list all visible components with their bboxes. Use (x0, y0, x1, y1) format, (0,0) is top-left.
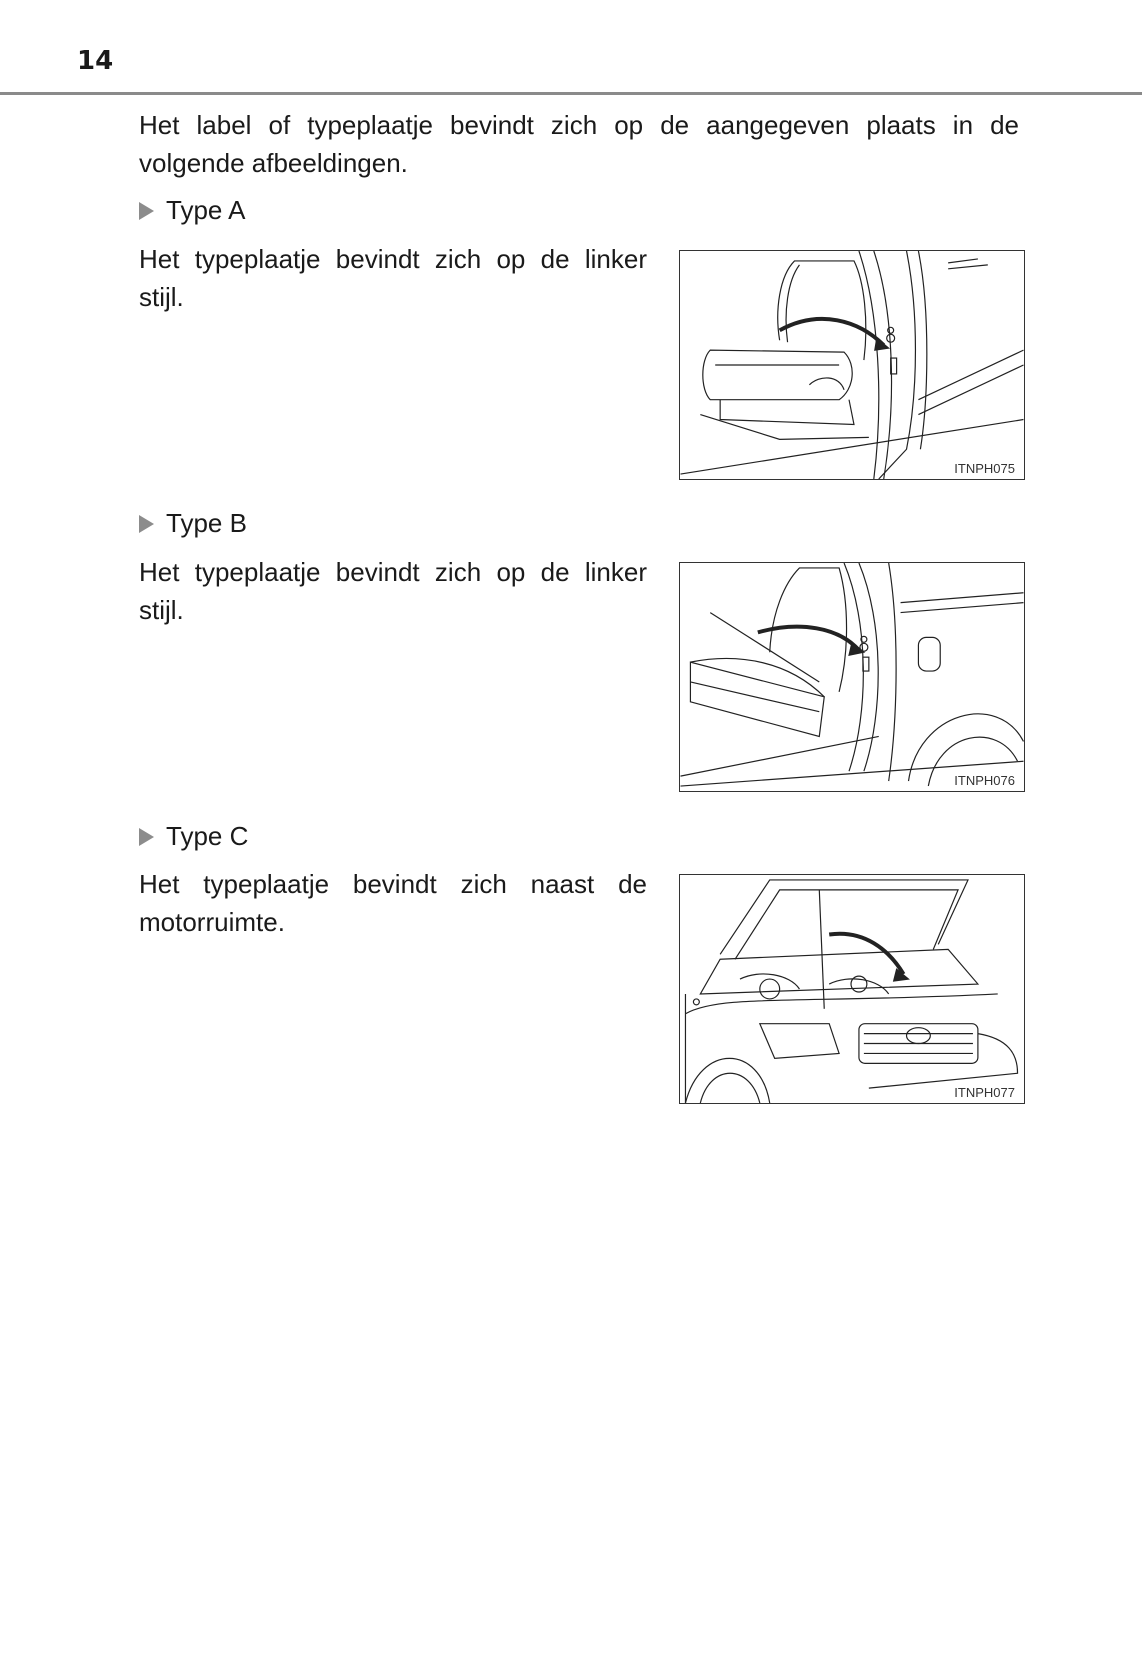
type-a-heading (139, 193, 246, 227)
figure-type-a (679, 250, 1025, 480)
intro-paragraph: Het label of typeplaatje bevindt zich op de aangegeven plaats in de volgende afbeeldingen. (139, 110, 1019, 178)
type-a-description: Het typeplaatje bevindt zich op de linker stijl. (139, 244, 647, 312)
type-c-heading (139, 819, 248, 853)
type-b-heading (139, 506, 247, 540)
triangle-bullet-icon (139, 828, 154, 846)
figure-label: ITNPH075 (954, 461, 1015, 476)
figure-type-b (679, 562, 1025, 792)
type-a-heading-text: Type A (166, 195, 246, 225)
type-c-heading-text: Type C (166, 821, 249, 851)
type-b-heading-text: Type B (166, 508, 247, 538)
figure-label: ITNPH077 (954, 1085, 1015, 1100)
page-number: 14 (77, 46, 114, 76)
pickup-seat-door-pillar-illustration (680, 563, 1024, 791)
type-c-description: Het typeplaatje bevindt zich naast de motorruimte. (139, 869, 647, 937)
open-hood-engine-bay-illustration (680, 875, 1024, 1103)
header-rule (0, 92, 1142, 95)
triangle-bullet-icon (139, 202, 154, 220)
triangle-bullet-icon (139, 515, 154, 533)
car-seat-door-pillar-illustration (680, 251, 1024, 479)
figure-label: ITNPH076 (954, 773, 1015, 788)
type-b-description: Het typeplaatje bevindt zich op de linker stijl. (139, 557, 647, 625)
figure-type-c (679, 874, 1025, 1104)
